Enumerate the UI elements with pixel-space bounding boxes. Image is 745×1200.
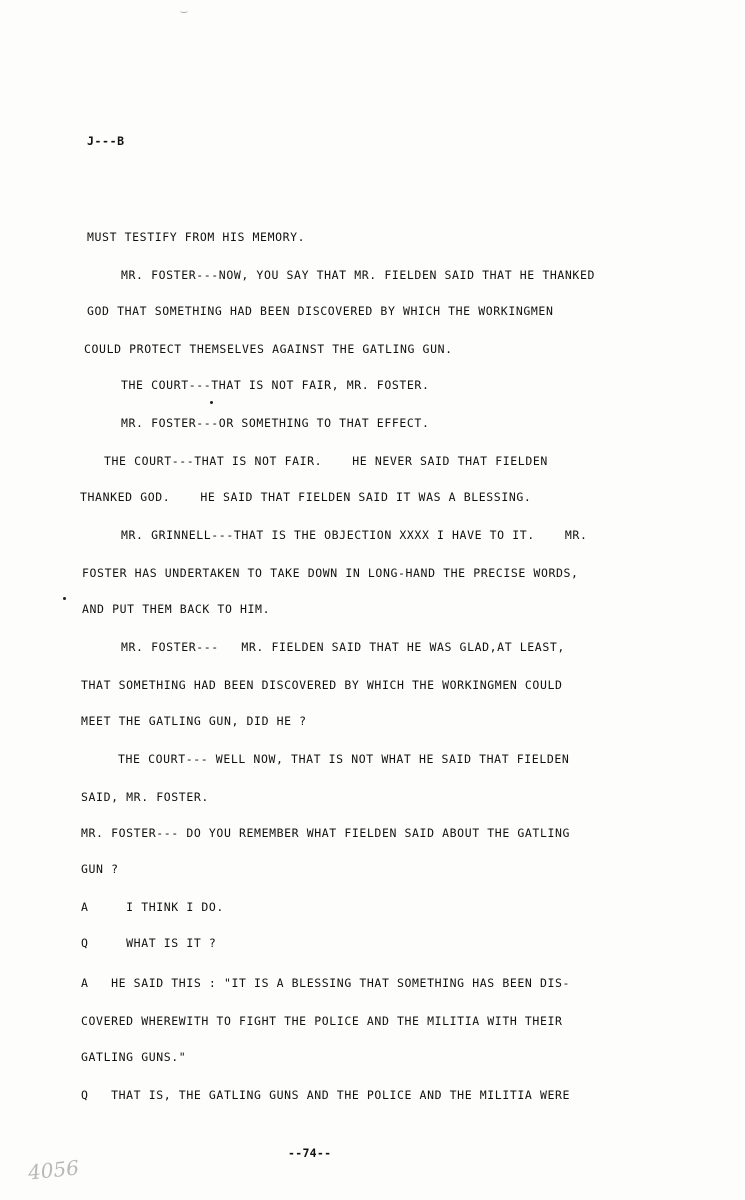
text-line: MR. FOSTER---NOW, YOU SAY THAT MR. FIELDEN SAID THAT HE THANKED — [121, 268, 595, 282]
text-line: THE COURT---THAT IS NOT FAIR. HE NEVER SAID THAT FIELDEN — [104, 454, 548, 468]
text-line: THAT SOMETHING HAD BEEN DISCOVERED BY WHICH THE WORKINGMEN COULD — [81, 678, 563, 692]
handwritten-number: 4056 — [26, 1155, 81, 1185]
text-line: FOSTER HAS UNDERTAKEN TO TAKE DOWN IN LONG-HAND THE PRECISE WORDS, — [82, 566, 579, 580]
text-line: A HE SAID THIS : "IT IS A BLESSING THAT SOMETHING HAS BEEN DIS- — [81, 976, 571, 990]
text-line: MR. GRINNELL---THAT IS THE OBJECTION XXXX I HAVE TO IT. MR. — [121, 528, 588, 542]
text-line: MUST TESTIFY FROM HIS MEMORY. — [87, 230, 306, 244]
text-line: THE COURT---THAT IS NOT FAIR, MR. FOSTER. — [121, 378, 430, 392]
text-line: MR. FOSTER---OR SOMETHING TO THAT EFFECT. — [121, 416, 430, 430]
text-line: GATLING GUNS." — [81, 1050, 187, 1064]
text-line: MR. FOSTER--- MR. FIELDEN SAID THAT HE WAS GLAD,AT LEAST, — [121, 640, 565, 654]
text-line: GUN ? — [81, 862, 119, 876]
text-line: THE COURT--- WELL NOW, THAT IS NOT WHAT HE SAID THAT FIELDEN — [118, 752, 570, 766]
text-line: COULD PROTECT THEMSELVES AGAINST THE GATLING GUN. — [84, 342, 453, 356]
text-line: A I THINK I DO. — [81, 900, 224, 914]
text-line: MEET THE GATLING GUN, DID HE ? — [81, 714, 307, 728]
text-line: Q THAT IS, THE GATLING GUNS AND THE POLICE AND THE MILITIA WERE — [81, 1088, 571, 1102]
page-header: J---B — [87, 134, 125, 148]
paper-mark — [180, 10, 188, 13]
ink-dot — [210, 401, 213, 404]
text-line: THANKED GOD. HE SAID THAT FIELDEN SAID IT WAS A BLESSING. — [80, 490, 532, 504]
text-line: COVERED WHEREWITH TO FIGHT THE POLICE AND THE MILITIA WITH THEIR — [81, 1014, 563, 1028]
text-line: SAID, MR. FOSTER. — [81, 790, 209, 804]
text-line: Q WHAT IS IT ? — [81, 936, 217, 950]
text-line: MR. FOSTER--- DO YOU REMEMBER WHAT FIELDEN SAID ABOUT THE GATLING — [81, 826, 571, 840]
ink-dot — [63, 597, 66, 600]
text-line: GOD THAT SOMETHING HAD BEEN DISCOVERED BY WHICH THE WORKINGMEN — [87, 304, 554, 318]
text-line: AND PUT THEM BACK TO HIM. — [82, 602, 271, 616]
page-number: --74-- — [288, 1146, 332, 1160]
